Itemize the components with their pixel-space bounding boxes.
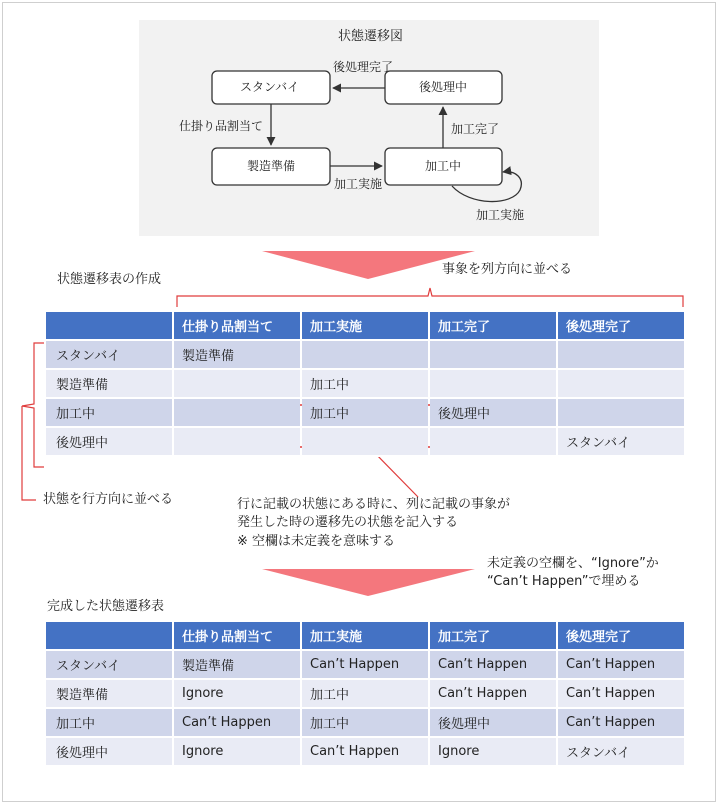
table-cell: 加工中 xyxy=(302,399,428,428)
table-cell: 後処理中 xyxy=(430,709,556,738)
row-header: 加工中 xyxy=(46,709,172,738)
header-cell-assign: 仕掛り品割当て xyxy=(174,312,300,341)
diagram-title: 状態遷移図 xyxy=(338,29,404,44)
table-cell: Ignore xyxy=(430,738,556,767)
table-cell xyxy=(174,370,300,399)
table-cell: 加工中 xyxy=(302,370,428,399)
table-cell: 加工中 xyxy=(302,709,428,738)
transition-table-draft xyxy=(44,312,686,457)
table-cell: Can’t Happen xyxy=(430,680,556,709)
table-cell: 後処理中 xyxy=(430,399,556,428)
table-cell xyxy=(558,341,684,370)
table-row xyxy=(46,709,684,738)
table-cell xyxy=(302,341,428,370)
section2-title: 完成した状態遷移表 xyxy=(47,599,165,614)
row-header: 製造準備 xyxy=(46,370,172,399)
table-cell: Can’t Happen xyxy=(558,709,684,738)
table-cell: Can’t Happen xyxy=(430,651,556,680)
table-row xyxy=(46,651,684,680)
table-cell: 製造準備 xyxy=(174,341,300,370)
header-cell-assign: 仕掛り品割当て xyxy=(174,622,300,651)
table-cell: Can’t Happen xyxy=(302,738,428,767)
header-cell-corner xyxy=(46,622,172,651)
table-cell xyxy=(430,341,556,370)
table-cell xyxy=(430,428,556,457)
states-note: 状態を行方向に並べる xyxy=(43,492,174,507)
table-cell xyxy=(174,428,300,457)
row-header: スタンバイ xyxy=(46,651,172,680)
table-cell xyxy=(174,399,300,428)
callout-line-3: ※ 空欄は未定義を意味する xyxy=(237,534,396,549)
callout-line-2: 発生した時の遷移先の状態を記入する xyxy=(237,515,459,530)
table-cell xyxy=(558,370,684,399)
header-cell-post-done: 後処理完了 xyxy=(558,622,684,651)
down-arrow-2 xyxy=(262,569,475,596)
state-label-standby: スタンバイ xyxy=(240,80,300,94)
table-cell xyxy=(430,370,556,399)
header-cell-corner xyxy=(46,312,172,341)
header-cell-proc-exec: 加工実施 xyxy=(302,622,428,651)
transition-label-assign: 仕掛り品割当て xyxy=(179,119,264,133)
table-row xyxy=(46,341,684,370)
table-row xyxy=(46,428,684,457)
states-brace xyxy=(22,343,44,467)
transition-label-post-done: 後処理完了 xyxy=(333,60,394,74)
table-cell: スタンバイ xyxy=(558,738,684,767)
table-row xyxy=(46,399,684,428)
transition-label-proc-exec: 加工実施 xyxy=(334,177,383,191)
fill-note-line-2: “Can’t Happen”で埋める xyxy=(487,574,641,589)
table-cell: 加工中 xyxy=(302,680,428,709)
table-cell xyxy=(302,428,428,457)
table-cell: Can’t Happen xyxy=(174,709,300,738)
table-cell: Ignore xyxy=(174,738,300,767)
table-cell: Can’t Happen xyxy=(558,680,684,709)
table-cell xyxy=(558,399,684,428)
transition-label-proc-exec-loop: 加工実施 xyxy=(476,208,525,222)
header-cell-post-done: 後処理完了 xyxy=(558,312,684,341)
state-label-post-processing: 後処理中 xyxy=(419,80,468,94)
table-cell: Can’t Happen xyxy=(302,651,428,680)
table-row xyxy=(46,680,684,709)
row-header: スタンバイ xyxy=(46,341,172,370)
events-brace xyxy=(177,288,683,307)
row-header: 後処理中 xyxy=(46,738,172,767)
table-row xyxy=(46,370,684,399)
row-header: 製造準備 xyxy=(46,680,172,709)
row-header: 後処理中 xyxy=(46,428,172,457)
callout-line-1: 行に記載の状態にある時に、列に記載の事象が xyxy=(237,497,511,512)
events-note: 事象を列方向に並べる xyxy=(442,262,573,277)
table-cell: 製造準備 xyxy=(174,651,300,680)
table-cell: スタンバイ xyxy=(558,428,684,457)
table-cell: Ignore xyxy=(174,680,300,709)
row-header: 加工中 xyxy=(46,399,172,428)
section1-title: 状態遷移表の作成 xyxy=(57,272,162,287)
transition-label-proc-done: 加工完了 xyxy=(451,122,500,136)
transition-table-final xyxy=(44,622,686,767)
header-cell-proc-done: 加工完了 xyxy=(430,312,556,341)
table-cell: Can’t Happen xyxy=(558,651,684,680)
fill-note-line-1: 未定義の空欄を、“Ignore”か xyxy=(487,556,659,571)
state-label-prep: 製造準備 xyxy=(247,159,296,173)
table-header-row xyxy=(46,312,684,341)
header-cell-proc-exec: 加工実施 xyxy=(302,312,428,341)
state-label-processing: 加工中 xyxy=(425,159,462,173)
header-cell-proc-done: 加工完了 xyxy=(430,622,556,651)
table-header-row xyxy=(46,622,684,651)
table-row xyxy=(46,738,684,767)
